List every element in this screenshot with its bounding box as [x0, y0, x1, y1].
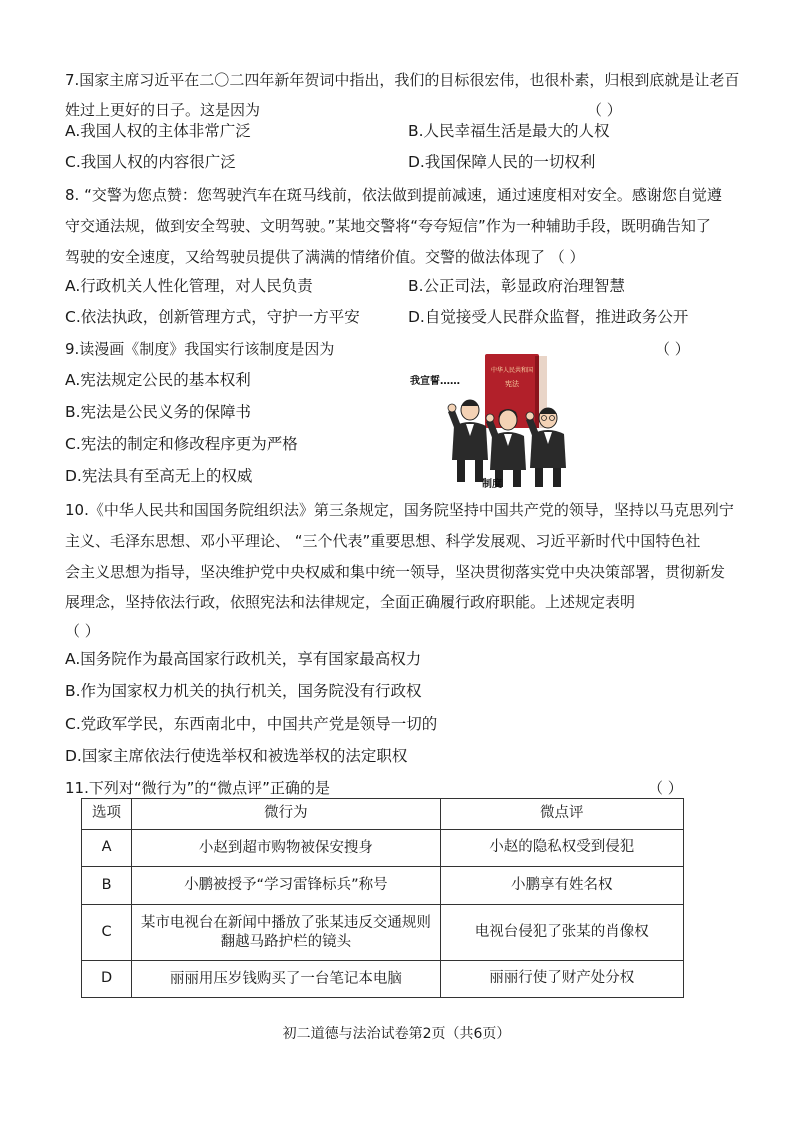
q7-option-d: D.我国保障人民的一切权利 [408, 153, 596, 171]
q10-stem-line3: 会主义思想为指导，坚决维护党中央权威和集中统一领导，坚决贯彻落实党中央决策部署，贯彻新发 [65, 563, 726, 581]
q9-stem: 9.读漫画《制度》我国实行该制度是因为 [65, 340, 335, 358]
q8-stem-line1: 8. “交警为您点赞：您驾驶汽车在斑马线前，依法做到提前减速，通过速度相对安全。感谢您自觉遵 [65, 186, 722, 204]
q8-stem-line3: 驾驶的安全速度，又给驾驶员提供了满满的情绪价值。交警的做法体现了 （ ） [65, 248, 585, 266]
row-option: D [82, 961, 132, 998]
q8-option-d: D.自觉接受人民群众监督，推进政务公开 [408, 308, 689, 326]
table-header-row [82, 799, 684, 830]
page-footer: 初二道德与法治试卷第2页（共6页） [282, 1026, 511, 1042]
row-behavior-line1: 某市电视台在新闻中播放了张某违反交通规则 [140, 915, 431, 932]
book-title: 中华人民共和国 [490, 367, 534, 374]
q10-option-b: B.作为国家权力机关的执行机关，国务院没有行政权 [65, 682, 422, 700]
row-option: B [82, 867, 132, 905]
q10-option-d: D.国家主席依法行使选举权和被选举权的法定职权 [65, 747, 408, 765]
comic-speech: 我宣誓…… [410, 376, 460, 387]
row-behavior-line2: 翻越马路护栏的镜头 [220, 933, 352, 950]
constitution-oath-comic [408, 348, 578, 490]
q7-stem-line1: 7.国家主席习近平在二〇二四年新年贺词中指出，我们的目标很宏伟，也很朴素，归根到底就是让老百 [65, 71, 740, 89]
q8-option-c: C.依法执政，创新管理方式，守护一方平安 [65, 308, 360, 326]
oath-person-left [448, 400, 488, 482]
table-row [82, 830, 684, 867]
row-option: A [82, 830, 132, 867]
row-behavior [132, 905, 441, 961]
q7-stem-line2: 姓过上更好的日子。这是因为 [65, 101, 261, 119]
q9-option-c: C.宪法的制定和修改程序更为严格 [65, 435, 298, 453]
oath-person-right [526, 408, 566, 487]
header-option: 选项 [82, 799, 132, 830]
row-option: C [82, 905, 132, 961]
q7-option-c: C.我国人权的内容很广泛 [65, 153, 236, 171]
comic-caption: 制度 [482, 479, 502, 490]
q9-option-d: D.宪法具有至高无上的权威 [65, 467, 253, 485]
book-subtitle: 宪法 [505, 380, 519, 388]
q11-stem: 11.下列对“微行为”的“微点评”正确的是 [65, 779, 330, 797]
row-comment: 丽丽行使了财产处分权 [440, 961, 683, 998]
table-row [82, 867, 684, 905]
q9-option-b: B.宪法是公民义务的保障书 [65, 403, 252, 421]
q7-option-b: B.人民幸福生活是最大的人权 [408, 122, 610, 140]
q11-answer-bracket: （ ） [648, 779, 683, 797]
row-comment: 小鹏享有姓名权 [440, 867, 683, 905]
table-row [82, 961, 684, 998]
q9-answer-bracket: （ ） [655, 340, 690, 358]
row-behavior: 小鹏被授予“学习雷锋标兵”称号 [132, 867, 441, 905]
row-behavior: 小赵到超市购物被保安搜身 [132, 830, 441, 867]
header-comment: 微点评 [440, 799, 683, 830]
q8-option-b: B.公正司法，彰显政府治理智慧 [408, 277, 626, 295]
q10-stem-line2: 主义、毛泽东思想、邓小平理论、 “三个代表”重要思想、科学发展观、习近平新时代中国特色社 [65, 532, 701, 550]
q10-stem-line4: 展理念，坚持依法行政，依照宪法和法律规定，全面正确履行政府职能。上述规定表明 [65, 593, 636, 611]
row-behavior: 丽丽用压岁钱购买了一台笔记本电脑 [132, 961, 441, 998]
q10-answer-bracket: （ ） [65, 622, 100, 640]
q7-option-a: A.我国人权的主体非常广泛 [65, 122, 251, 140]
q7-answer-bracket: （ ） [587, 101, 622, 119]
header-behavior: 微行为 [132, 799, 441, 830]
q9-option-a: A.宪法规定公民的基本权利 [65, 371, 251, 389]
q11-table [81, 798, 684, 998]
q10-option-c: C.党政军学民，东西南北中，中国共产党是领导一切的 [65, 715, 438, 733]
row-comment: 小赵的隐私权受到侵犯 [440, 830, 683, 867]
q8-option-a: A.行政机关人性化管理，对人民负责 [65, 277, 313, 295]
q8-stem-line2: 守交通法规，做到安全驾驶、文明驾驶。”某地交警将“夸夸短信”作为一种辅助手段，既明确告知了 [65, 217, 711, 235]
q10-stem-line1: 10.《中华人民共和国国务院组织法》第三条规定，国务院坚持中国共产党的领导，坚持以马克思列宁 [65, 501, 734, 519]
row-comment: 电视台侵犯了张某的肖像权 [440, 905, 683, 961]
table-row [82, 905, 684, 961]
q10-option-a: A.国务院作为最高国家行政机关，享有国家最高权力 [65, 650, 422, 668]
